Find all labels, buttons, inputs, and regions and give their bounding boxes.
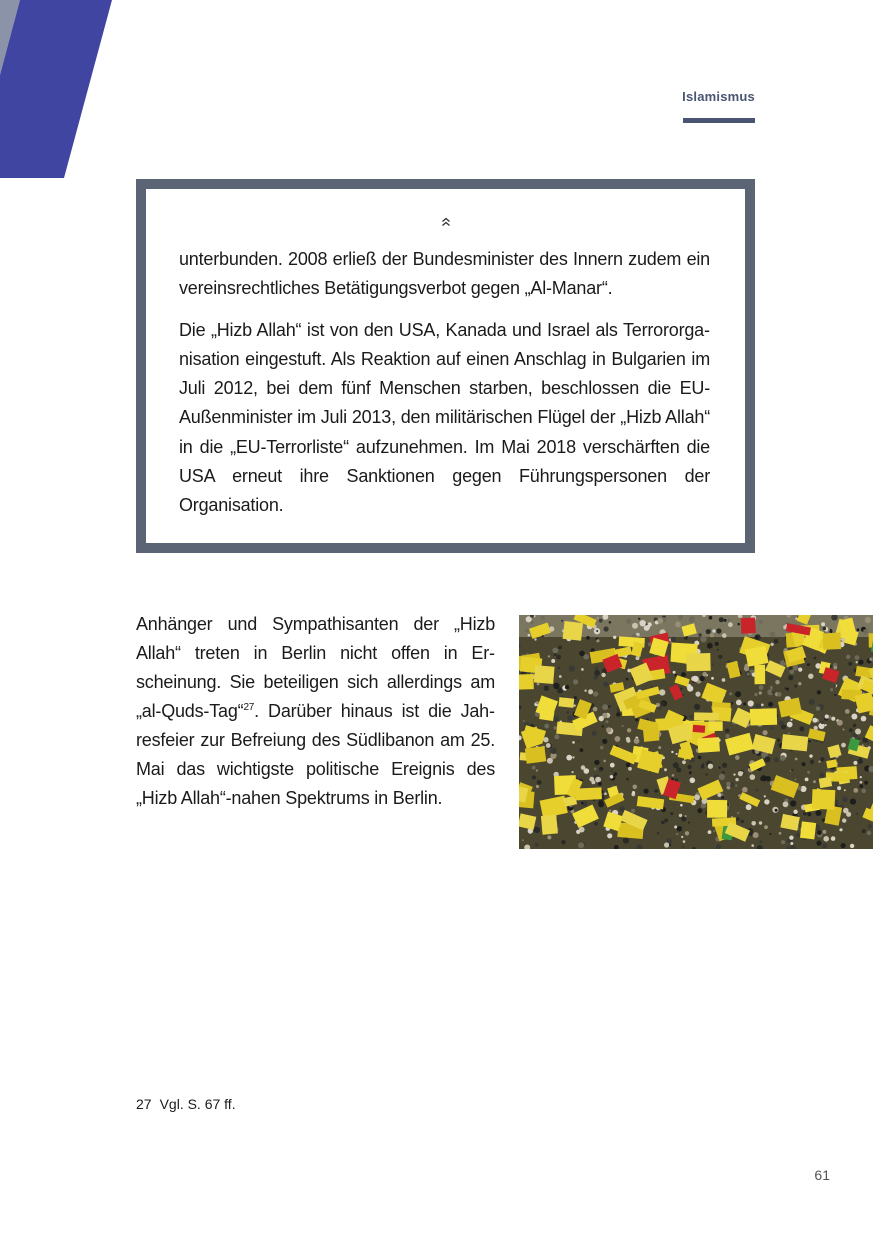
info-box-paragraph: Die „Hizb Allah“ ist von den USA, Kanada und Israel als Terrororganisation eingestuft. Als Reaktion auf einen Anschlag in Bulgarien im Juli 2012, bei dem fünf Menschen starben, beschlossen die EU-Außenminister im Juli 2013, den militärischen Flügel der „Hizb Allah“ in die „EU-Terrorliste“ aufzunehmen. Im Mai 2018 verschärften die USA erneut ihre Sanktionen gegen Führungspersonen der Organisation. — [179, 319, 710, 516]
body-text-part: Anhänger und Sympathisanten der „Hizb Allah“ treten in Berlin nicht offen in Erscheinung. Sie beteiligen sich allerdings am „al-Quds-Tag“ — [136, 614, 495, 721]
section-rule — [683, 118, 755, 123]
body-text-part: . Darüber hinaus ist die Jahresfeier zur Befreiung des Südlibanon am 25. Mai das wichtigste politische Ereignis des „Hizb Allah“-nahen Spektrums in Berlin. — [136, 701, 495, 808]
footnote-text: Vgl. S. 67 ff. — [159, 1096, 236, 1112]
footnote — [136, 1096, 236, 1112]
double-chevron-up-icon — [146, 217, 745, 229]
info-box — [136, 179, 755, 553]
info-box-paragraph: unterbunden. 2008 erließ der Bundesminister des Innern zudem ein vereinsrechtliches Betätigungsverbot gegen „Al-Manar“. — [179, 249, 710, 299]
rally-photo — [519, 615, 873, 849]
body-paragraph — [136, 610, 495, 813]
section-label: Islamismus — [682, 89, 755, 104]
footnote-reference: 27 — [243, 702, 255, 713]
footnote-number: 27 — [136, 1096, 152, 1112]
page-number: 61 — [814, 1167, 830, 1183]
corner-decoration — [0, 0, 120, 180]
crowd-flags-illustration — [519, 615, 873, 849]
info-box-text — [179, 245, 710, 533]
